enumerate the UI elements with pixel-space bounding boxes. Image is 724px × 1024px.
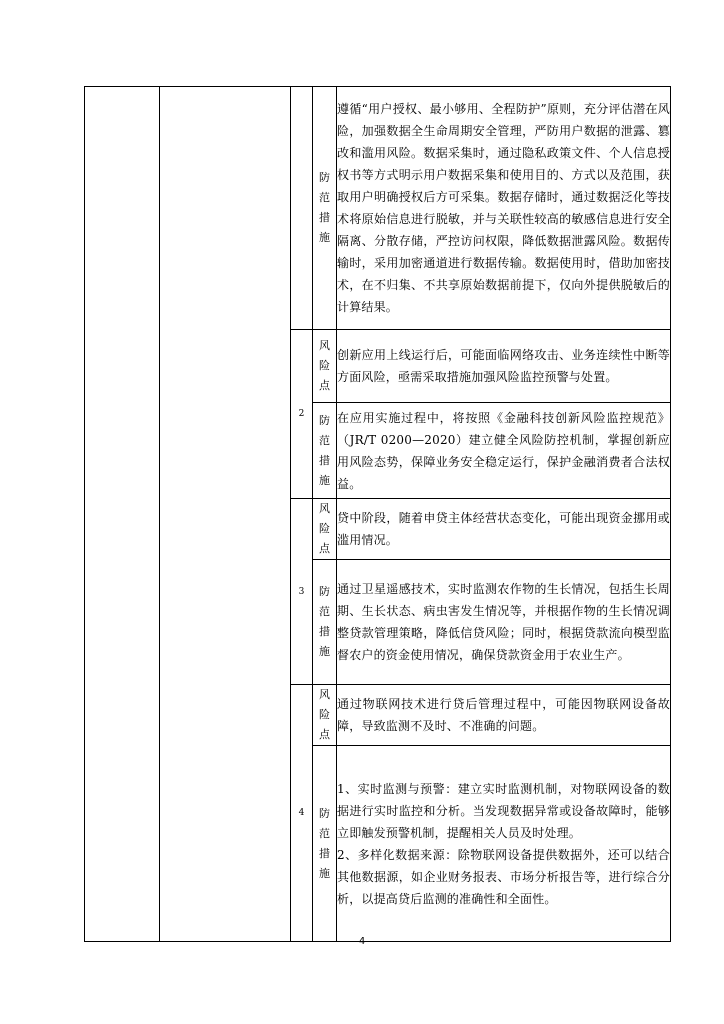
blank-column-cell — [160, 87, 291, 942]
paragraph: 贷中阶段，随着申贷主体经营状态变化，可能出现资金挪用或滥用情况。 — [337, 511, 670, 547]
risk-label-cell: 风 险 点 — [313, 685, 337, 746]
paragraph: 通过物联网技术进行贷后管理过程中，可能因物联网设备故障，导致监测不及时、不准确的问题。 — [337, 697, 670, 733]
page-number: 4 — [358, 936, 366, 947]
item-number-cell: 2 — [291, 330, 313, 499]
paragraph: 通过卫星遥感技术，实时监测农作物的生长情况，包括生长周期、生长状态、病虫害发生情况等，并根据作物的生长情况调整贷款管理策略，降低信贷风险；同时，根据贷款流向模型监督农户的资金使用情况，确保贷款资金用于农业生产。 — [337, 582, 670, 662]
risk-text-cell — [337, 685, 671, 746]
paragraph: 遵循“用户授权、最小够用、全程防护”原则，充分评估潜在风险，加强数据全生命周期安全管理，严防用户数据的泄露、篡改和滥用风险。数据采集时，通过隐私政策文件、个人信息授权书等方式明示用户数据采集和使用目的、方式以及范围，获取用户明确授权后方可采集。数据存储时，通过数据泛化等技术将原始信息进行脱敏，并与关联性较高的敏感信息进行安全隔离、分散存储，严控访问权限，降低数据泄露风险。数据传输时，采用加密通道进行数据传输。数据使用时，借助加密技术，在不归集、不共享原始数据前提下，仅向外提供脱敏后的计算结果。 — [337, 102, 670, 314]
blank-column-cell — [85, 87, 160, 942]
paragraph: 2、多样化数据来源：除物联网设备提供数据外，还可以结合其他数据源，如企业财务报表、市场分析报告等，进行综合分析，以提高贷后监测的准确性和全面性。 — [337, 847, 670, 906]
item-number-cell: 3 — [291, 499, 313, 685]
paragraph: 创新应用上线运行后，可能面临网络攻击、业务连续性中断等方面风险，亟需采取措施加强风险监控预警与处置。 — [337, 348, 670, 384]
item-number-cell: 4 — [291, 685, 313, 942]
paragraph: 在应用实施过程中，将按照《金融科技创新风险监控规范》（JR/T 0200—2020）建立健全风险防控机制，掌握创新应用风险态势，保障业务安全稳定运行，保护金融消费者合法权益。 — [337, 410, 670, 491]
measure-label-cell: 防 范 措 施 — [313, 87, 337, 330]
measure-label-cell: 防 范 措 施 — [313, 746, 337, 942]
item-number-cell — [291, 87, 313, 330]
measure-text-cell — [337, 746, 671, 942]
risk-label-cell: 风 险 点 — [313, 499, 337, 560]
table-row — [85, 87, 671, 330]
measure-text-cell — [337, 560, 671, 685]
risk-label-cell: 风 险 点 — [313, 330, 337, 403]
risk-text-cell — [337, 330, 671, 403]
measure-text-cell — [337, 87, 671, 330]
measure-text-cell — [337, 403, 671, 499]
risk-text-cell — [337, 499, 671, 560]
risk-control-table — [84, 86, 671, 942]
measure-label-cell: 防 范 措 施 — [313, 403, 337, 499]
paragraph: 1、实时监测与预警：建立实时监测机制，对物联网设备的数据进行实时监控和分析。当发现数据异常或设备故障时，能够立即触发预警机制，提醒相关人员及时处理。 — [337, 781, 670, 840]
measure-label-cell: 防 范 措 施 — [313, 560, 337, 685]
